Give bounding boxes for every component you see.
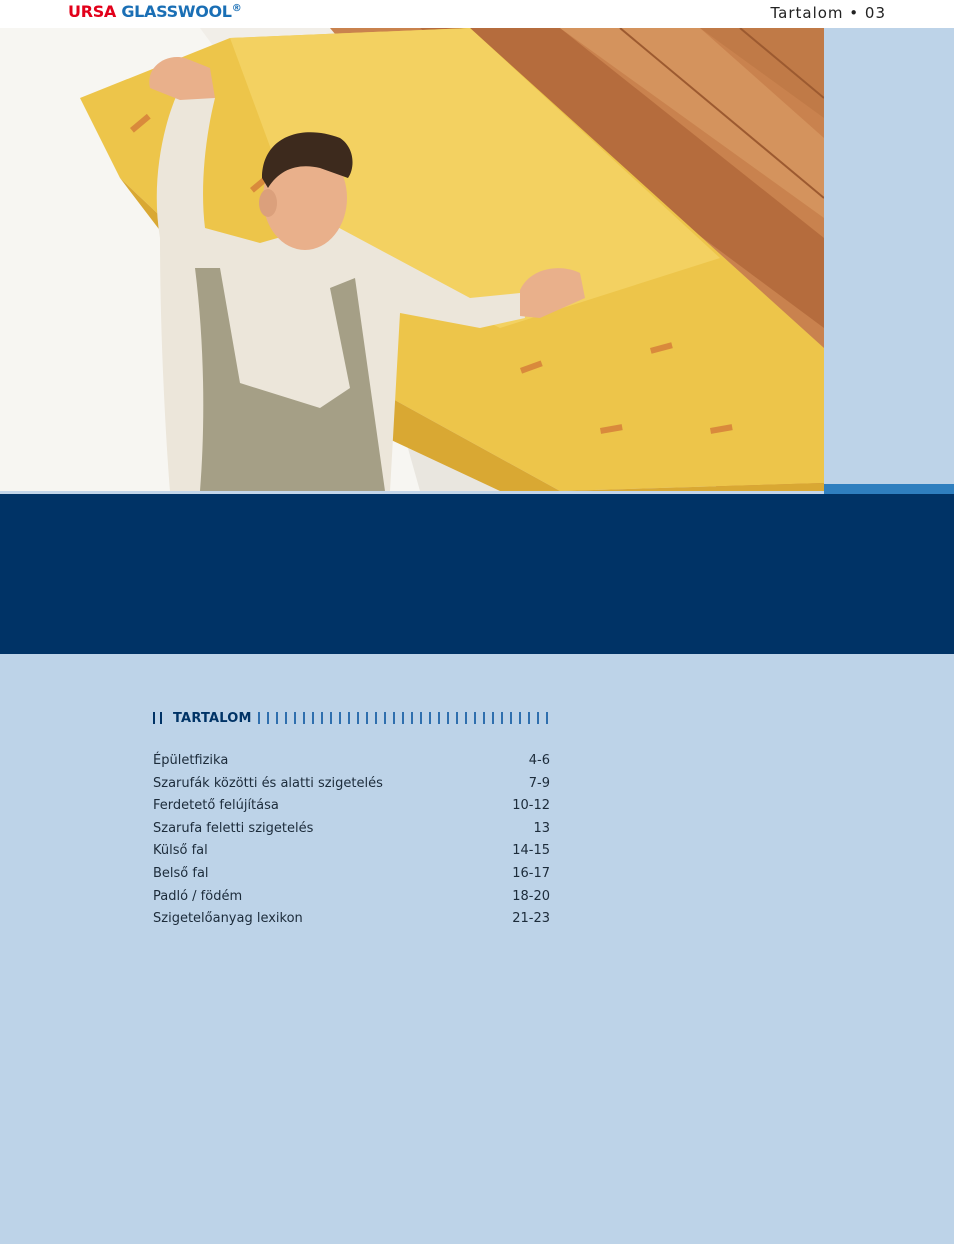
toc-entry[interactable]: [153, 795, 550, 818]
brand-logo: [68, 2, 241, 21]
toc-heading: [153, 709, 556, 727]
page-reference: Tartalom • 03: [770, 4, 886, 22]
toc-entry[interactable]: [153, 908, 550, 931]
toc-entry[interactable]: [153, 840, 550, 863]
toc-entry-pages: 16-17: [512, 865, 550, 881]
toc-entry-label: Padló / födém: [153, 888, 243, 904]
table-of-contents: [153, 750, 550, 931]
heading-bars-left: [153, 712, 167, 724]
toc-entry-label: Belső fal: [153, 865, 209, 881]
toc-entry[interactable]: [153, 818, 550, 841]
toc-entry[interactable]: [153, 750, 550, 773]
navy-banner: [0, 494, 954, 654]
toc-entry-pages: 18-20: [512, 888, 550, 904]
brand-ursa: URSA: [68, 2, 117, 21]
toc-entry-label: Szarufa feletti szigetelés: [153, 820, 314, 836]
toc-entry-label: Szigetelőanyag lexikon: [153, 911, 303, 927]
toc-entry-pages: 13: [533, 820, 550, 836]
toc-entry-label: Ferdetető felújítása: [153, 798, 279, 814]
brand-glasswool: GLASSWOOL: [121, 2, 232, 21]
content-panel: [0, 654, 954, 1244]
right-accent-bar: [824, 484, 954, 494]
right-side-band: [824, 28, 954, 484]
toc-entry-label: Külső fal: [153, 843, 208, 859]
toc-entry[interactable]: [153, 773, 550, 796]
toc-entry-label: Épületfizika: [153, 753, 229, 768]
toc-entry[interactable]: [153, 863, 550, 886]
toc-entry-pages: 21-23: [512, 911, 550, 927]
page-header: [0, 0, 960, 28]
toc-entry-pages: 14-15: [512, 843, 550, 859]
toc-entry-pages: 4-6: [528, 753, 550, 768]
toc-entry[interactable]: [153, 886, 550, 909]
heading-bars-right: [258, 712, 556, 724]
toc-entry-pages: 10-12: [512, 798, 550, 814]
attic-insulation-photo: [0, 28, 824, 491]
toc-entry-label: Szarufák közötti és alatti szigetelés: [153, 775, 383, 791]
registered-mark: ®: [231, 3, 242, 14]
toc-title: TARTALOM: [173, 710, 252, 726]
toc-entry-pages: 7-9: [528, 775, 550, 791]
